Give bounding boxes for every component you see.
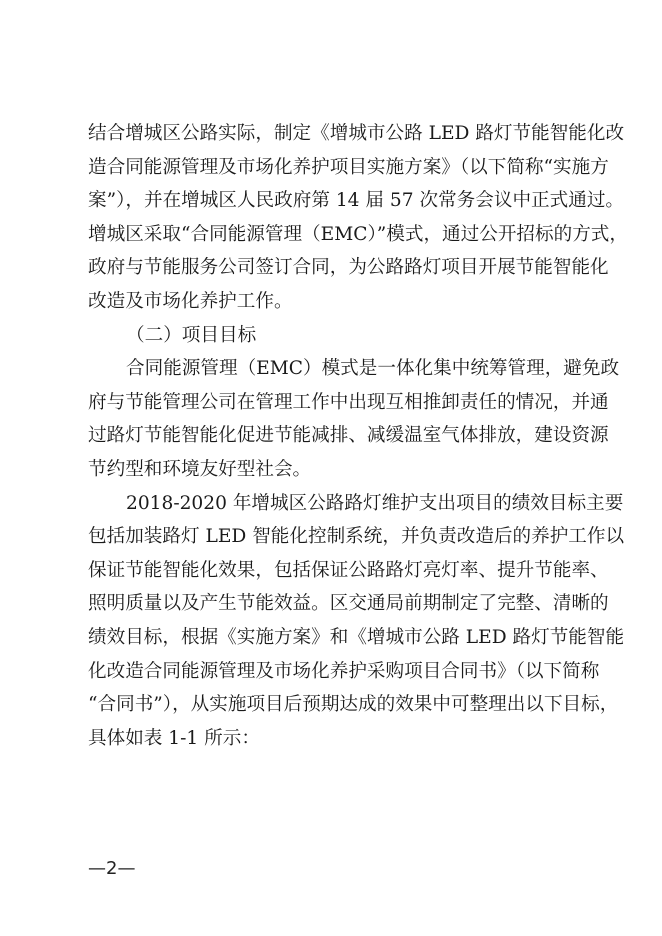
text-line: 过路灯节能智能化促进节能减排、减缓温室气体排放，建设资源 (88, 425, 609, 447)
text-line: 合同能源管理（EMC）模式是一体化集中统筹管理，避免政 (126, 358, 620, 380)
paragraph-performance-goals (88, 487, 625, 756)
text-line: 包括加装路灯 LED 智能化控制系统，并负责改造后的养护工作以 (88, 526, 625, 548)
paragraph-implementation-plan (88, 117, 628, 319)
text-line: 结合增城区公路实际，制定《增城市公路 LED 路灯节能智能化改 (88, 123, 625, 144)
text-line: 保证节能智能化效果，包括保证公路路灯亮灯率、提升节能率、 (88, 559, 609, 581)
document-page (88, 117, 628, 755)
page-number: —2— (88, 858, 136, 879)
text-line: 2018-2020 年增城区公路路灯维护支出项目的绩效目标主要 (126, 492, 624, 514)
text-line: 改造及市场化养护工作。 (88, 290, 293, 312)
text-line: 化改造合同能源管理及市场化养护采购项目合同书》（以下简称 (88, 660, 600, 682)
text-line: 政府与节能服务公司签订合同，为公路路灯项目开展节能智能化 (88, 257, 609, 279)
text-line: 案”），并在增城区人民政府第 14 届 57 次常务会议中正式通过。 (88, 190, 625, 212)
text-line: “合同书”），从实施项目后预期达成的效果中可整理出以下目标， (88, 694, 619, 716)
text-line: 节约型和环境友好型社会。 (88, 458, 312, 480)
text-line: 增城区采取“合同能源管理（EMC）”模式，通过公开招标的方式， (88, 223, 628, 245)
text-line: 照明质量以及产生节能效益。区交通局前期制定了完整、清晰的 (88, 593, 609, 615)
text-line: 具体如表 1-1 所示： (88, 727, 260, 749)
text-line: 绩效目标，根据《实施方案》和《增城市公路 LED 路灯节能智能 (88, 626, 625, 648)
text-line: 造合同能源管理及市场化养护项目实施方案》（以下简称“实施方 (88, 156, 609, 178)
section-heading-project-goals: （二）项目目标 (126, 324, 257, 346)
text-line: 府与节能管理公司在管理工作中出现互相推卸责任的情况，并通 (88, 391, 609, 413)
paragraph-emc-model (88, 352, 620, 486)
